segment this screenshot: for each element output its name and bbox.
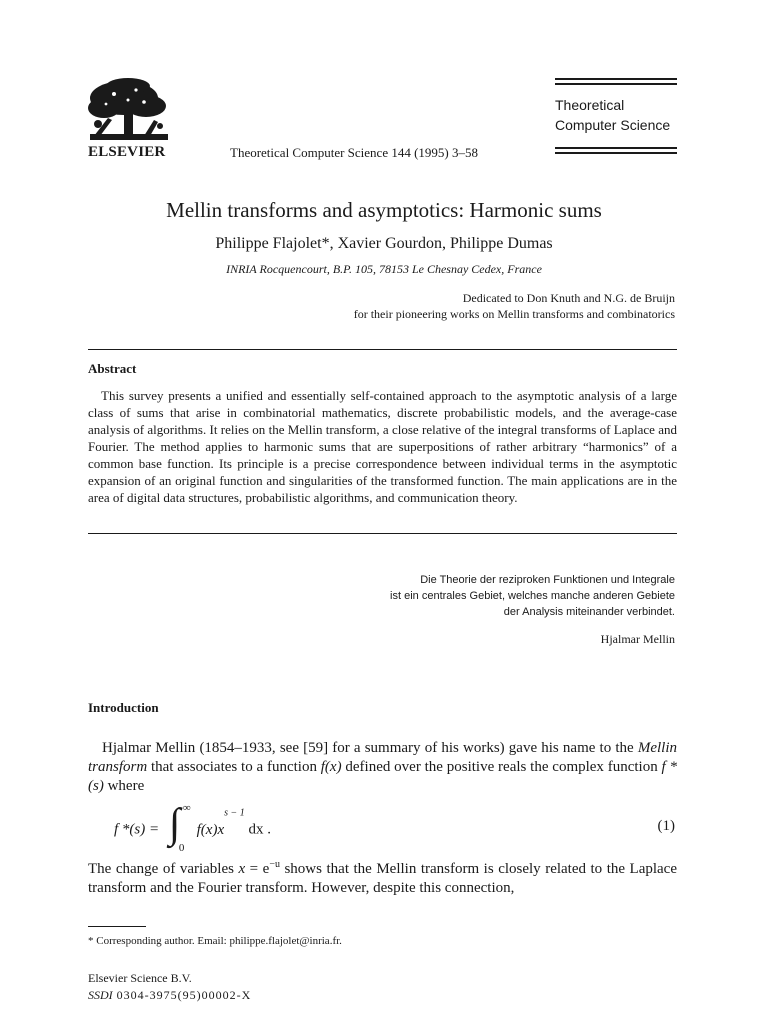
journal-title-block: [555, 78, 677, 154]
equation-integrand: f(x)x: [196, 821, 225, 838]
dedication: [354, 290, 675, 322]
epigraph-line2: ist ein centrales Gebiet, welches manche anderen Gebiete: [390, 590, 675, 602]
corresponding-author-footnote: * Corresponding author. Email: philippe.flajolet@inria.fr.: [88, 935, 342, 947]
journal-citation: Theoretical Computer Science 144 (1995) 3–58: [230, 145, 479, 160]
integral-sign: ∫ ∞ 0: [168, 801, 191, 854]
publisher-name: ELSEVIER: [88, 144, 166, 160]
imprint-publisher: Elsevier Science B.V.: [88, 971, 192, 985]
integral-upper-limit: ∞: [182, 802, 191, 814]
journal-title-line2: Computer Science: [555, 117, 671, 133]
integral-lower-limit: 0: [178, 842, 185, 854]
intro-paragraph-2: The change of variables $x = e^{-u}$ shows that the Mellin transform is closely related to the Laplace transform and the Fourier transform. However, despite this connection,: [88, 859, 677, 896]
abstract-top-rule: [88, 349, 677, 350]
equation-number: (1): [657, 818, 675, 834]
equation-exponent: s − 1: [224, 807, 245, 819]
publisher-imprint: [88, 970, 251, 1004]
paper-title: Mellin transforms and asymptotics: Harmonic sums: [166, 198, 602, 222]
equation-mellin-transform: [114, 801, 271, 854]
paper-authors: Philippe Flajolet*, Xavier Gourdon, Philippe Dumas: [215, 235, 553, 252]
equation-lhs: f *(s) =: [114, 821, 160, 838]
epigraph-author: Hjalmar Mellin: [600, 632, 675, 646]
dedication-line2: for their pioneering works on Mellin transforms and combinatorics: [353, 307, 675, 321]
abstract-heading: Abstract: [88, 361, 137, 376]
epigraph-quote: [390, 572, 675, 620]
introduction-heading: Introduction: [88, 700, 159, 715]
abstract-text: This survey presents a unified and essentially self-contained approach to the asymptotic analysis of a large class of sums that arise in combinatorial mathematics, discrete probabilistic models, and the average-case analysis of algorithms. It relies on the Mellin transform, a close relative of the integral transforms of Laplace and Fourier. The method applies to harmonic sums that are superpositions of rather arbitrary “harmonics” of a common base function. Its principle is a precise correspondence between individual terms in the asymptotic expansion of an original function and singularities of the transformed function. The main applications are in the area of digital data structures, probabilistic algorithms, and communication theory.: [88, 388, 677, 505]
epigraph-line3: der Analysis miteinander verbindet.: [503, 606, 675, 618]
dedication-line1: Dedicated to Don Knuth and N.G. de Bruijn: [462, 291, 675, 305]
intro-paragraph-1: Hjalmar Mellin (1854–1933, see [59] for a summary of his works) gave his name to the Mellin transform that associates to a function f(x) defined over the positive reals the complex function f *(s) where: [88, 740, 677, 794]
equation-dx: dx .: [244, 821, 271, 838]
footnote-rule: [88, 926, 146, 927]
epigraph-line1: Die Theorie der reziproken Funktionen und Integrale: [420, 574, 675, 586]
author-affiliation: INRIA Rocquencourt, B.P. 105, 78153 Le Chesnay Cedex, France: [226, 262, 542, 276]
journal-title-line1: Theoretical: [555, 97, 625, 113]
mellin-transform-term: Mellin transform: [88, 740, 677, 775]
imprint-ssdi: SSDI 0304-3975(95)00002-X: [88, 988, 252, 1002]
abstract-bottom-rule: [88, 533, 677, 534]
